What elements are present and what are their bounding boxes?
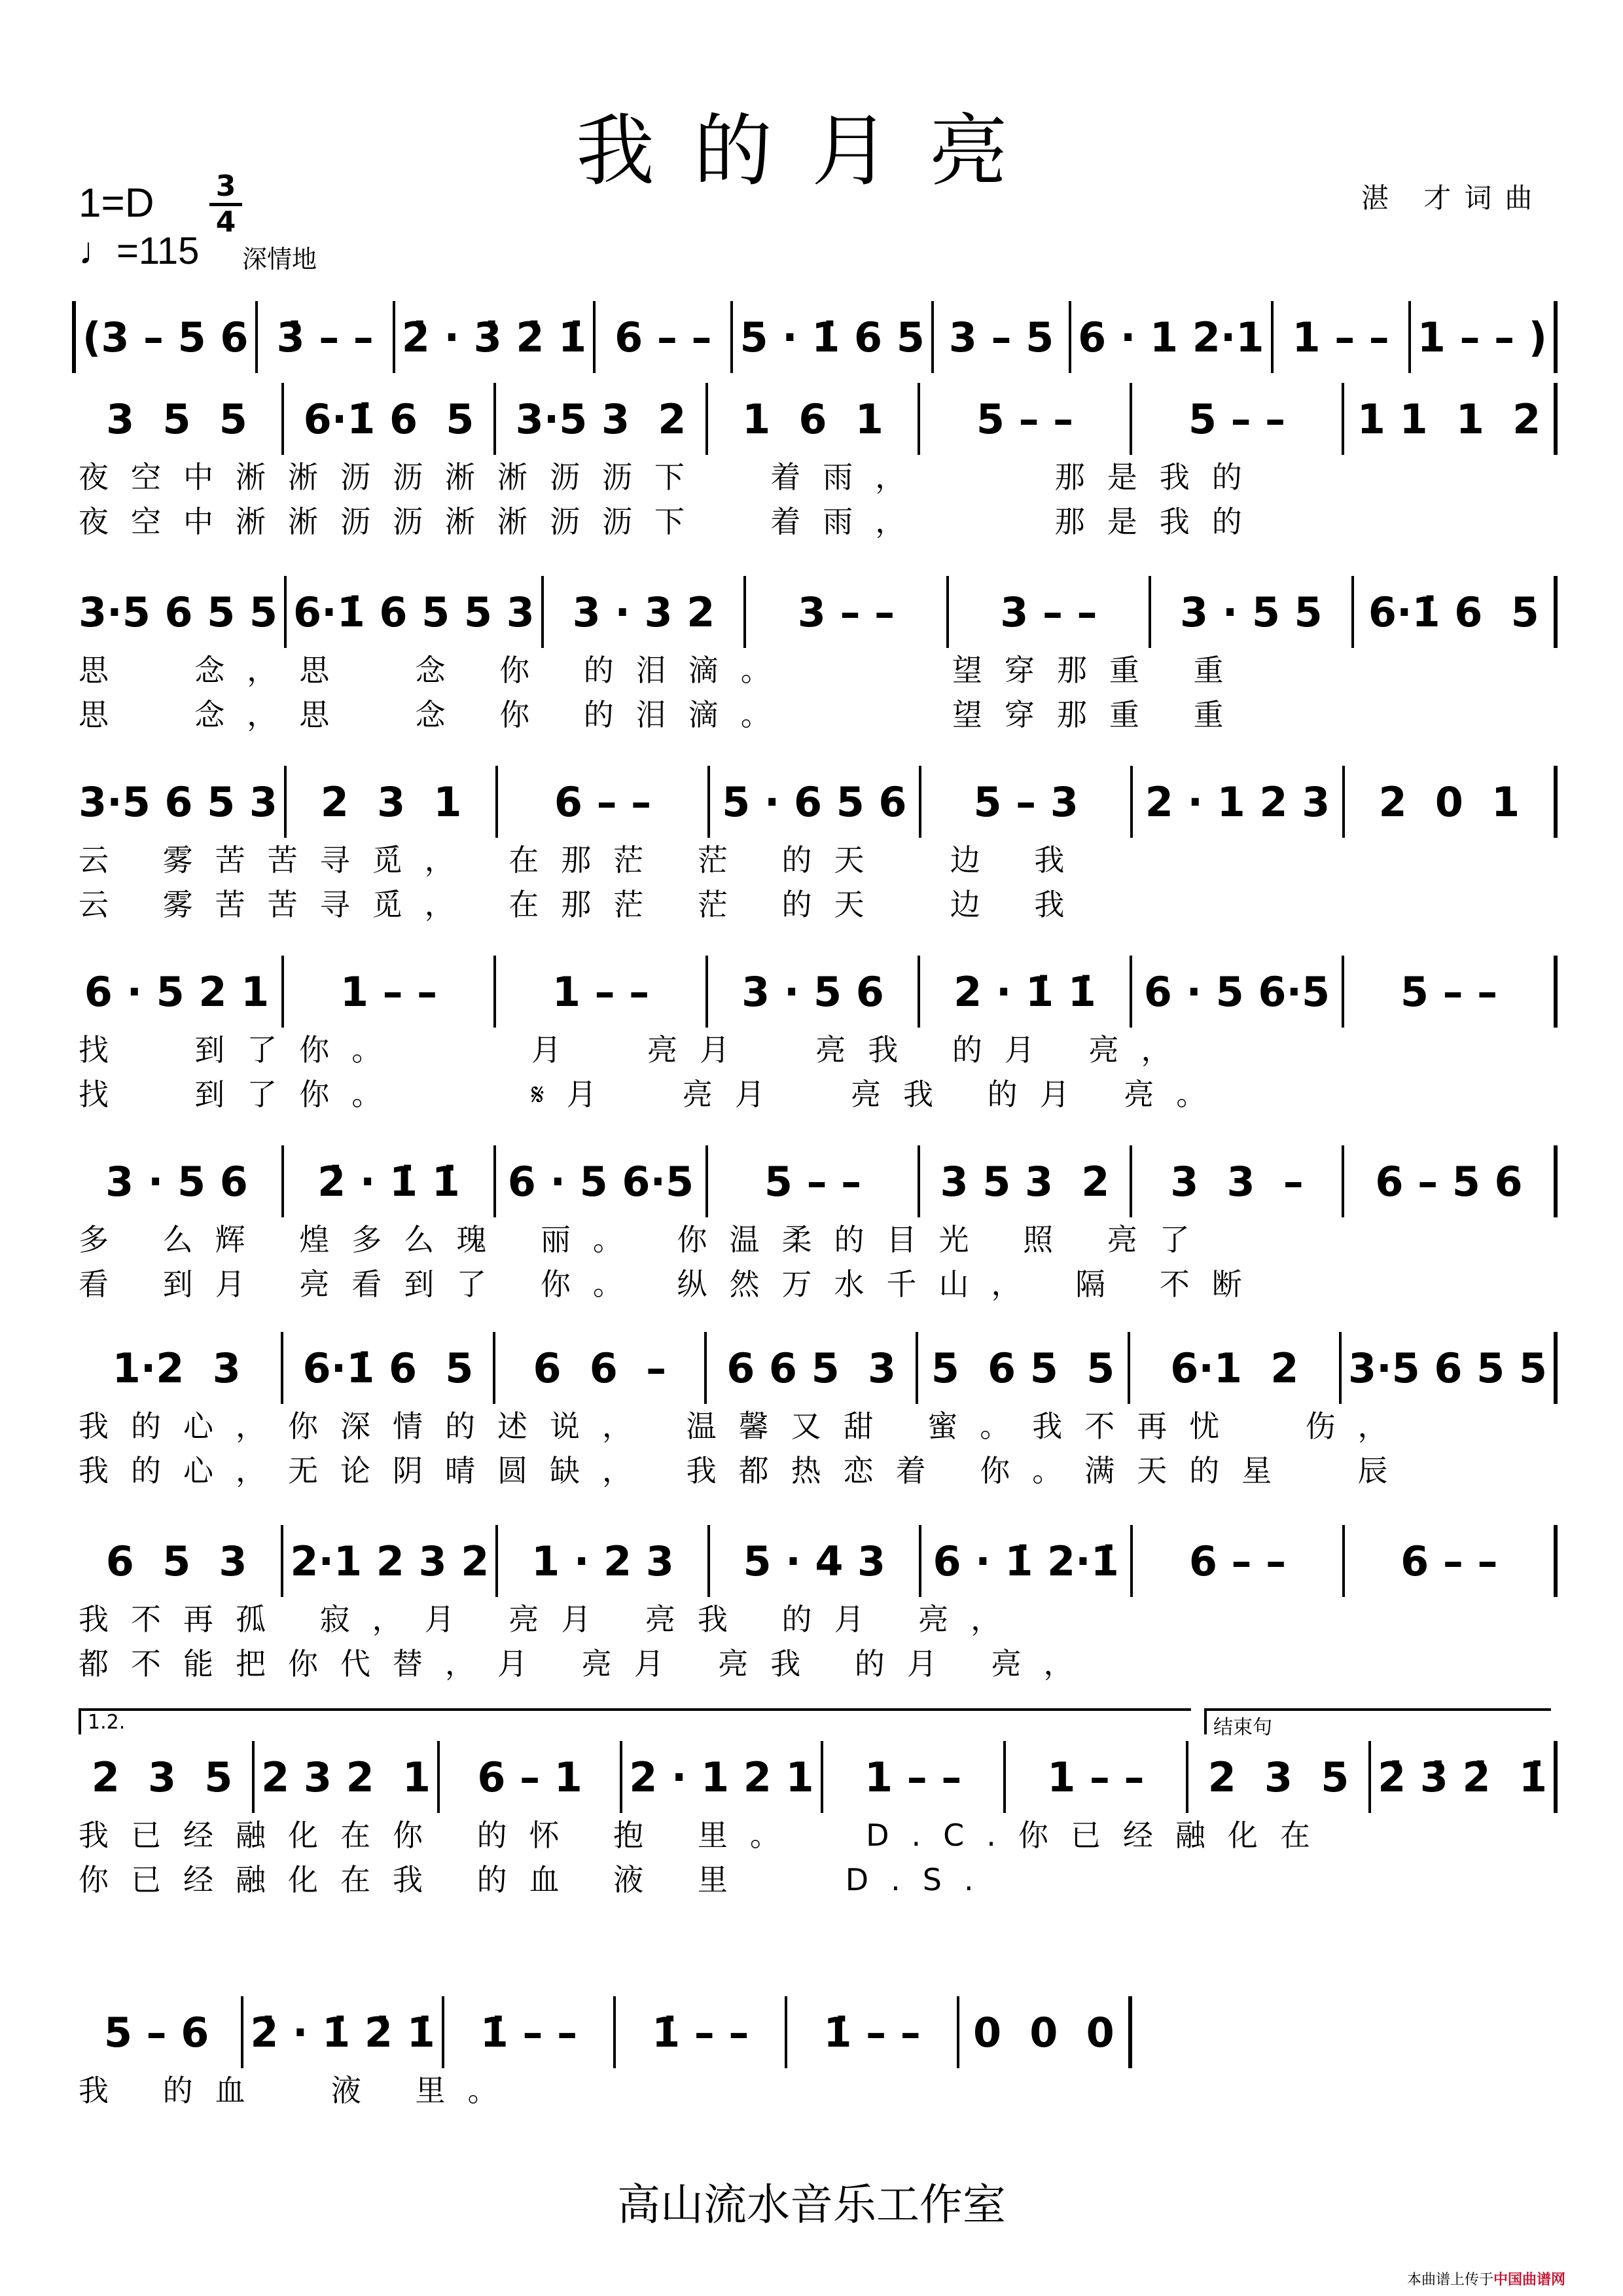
measure: 2 3 5 <box>72 1741 255 1813</box>
measure: 6 · 1̇ 2·1̇ <box>921 1525 1133 1597</box>
notes-row <box>72 576 1558 648</box>
measure: 5 – 3 <box>921 766 1133 838</box>
measure: 2 · 1̇ 1̇ <box>920 956 1132 1028</box>
measure: 2 · 1 2 1 <box>622 1741 823 1813</box>
measure: 3 5 3 2 <box>920 1145 1132 1217</box>
credit-prefix: 本曲谱上传于 <box>1407 2272 1494 2288</box>
music-system <box>72 576 1558 737</box>
measure: 5 – 6 <box>72 1996 243 2068</box>
notes-row <box>72 956 1558 1028</box>
lyric-line: 我不再孤 寂，月 亮月 亮我 的月 亮， <box>79 1602 1024 1637</box>
measure: 5 · 1̇ 6 5 <box>733 301 933 373</box>
measure: 2 3 1 <box>287 766 498 838</box>
measure: 1 · 2 3 <box>498 1525 709 1597</box>
music-system <box>72 1741 1558 1902</box>
measure: 3·5 6 5 5 <box>72 576 287 648</box>
music-system <box>72 1996 1132 2113</box>
measure: 3 · 3 2 <box>544 576 746 648</box>
time-signature-bottom: 4 <box>215 206 236 239</box>
measure: 6 6 5 3 <box>707 1332 918 1404</box>
measure: 1 – – <box>284 956 496 1028</box>
measure: 1̇ – – <box>616 1996 787 2068</box>
time-signature <box>209 171 242 238</box>
notes-row <box>72 1525 1558 1597</box>
lyric-line: 我的心，你深情的述说， 温馨又甜 蜜。我不再忧 伤， <box>79 1408 1410 1444</box>
measure: 3 · 5 5 <box>1151 576 1353 648</box>
lyric-line: 云 雾苦苦寻觅， 在那茫 茫 的天 边 我 <box>79 887 1087 922</box>
lyric-line: 夜空中淅淅沥沥淅淅沥沥下 着雨， 那是我的 <box>79 459 1264 495</box>
measure: 1 1 1 2 <box>1357 395 1541 443</box>
time-signature-top: 3 <box>215 170 236 203</box>
measure: 1 6 1 <box>708 383 920 455</box>
notes-row <box>72 1332 1558 1404</box>
music-system <box>72 1332 1558 1493</box>
volta-first-ending: 1.2. <box>79 1708 1191 1734</box>
measure: 2̇ 3̇ 2̇ 1̇ <box>1378 1753 1547 1801</box>
measure: 6 – – <box>596 301 733 373</box>
notes-row <box>72 766 1558 838</box>
measure: 6 · 5 2 1 <box>72 956 284 1028</box>
measure: 2 · 1 2 3 <box>1133 766 1344 838</box>
measure: 3̇ – – <box>258 301 395 373</box>
measure: 6·1̇ 6 5 <box>1368 588 1539 636</box>
measure: 5 6 5 5 <box>918 1332 1130 1404</box>
measure: 2 0 1 <box>1378 778 1520 826</box>
lyric-line: 云 雾苦苦寻觅， 在那茫 茫 的天 边 我 <box>79 842 1087 878</box>
measure: 2 3 2 1 <box>255 1741 440 1813</box>
volta-coda: 结束句 <box>1204 1708 1551 1734</box>
measure: 6 – 5 6 <box>1375 1157 1523 1206</box>
measure: 3 · 5 6 <box>72 1145 284 1217</box>
measure: 2̇ · 1̇ 2̇ 1̇ <box>243 1996 444 2068</box>
lyric-line: 思 念，思 念 你 的泪滴。 望穿那重 重 <box>79 653 1246 688</box>
measure: 6·1 2 <box>1130 1332 1342 1404</box>
measure: (3 – 5 6 <box>76 301 258 373</box>
measure: 6 – – <box>1133 1525 1344 1597</box>
music-system <box>72 383 1558 544</box>
measure: 1 – – <box>823 1741 1006 1813</box>
measure: 2·1 2 3 2 <box>283 1525 498 1597</box>
music-system <box>72 301 1558 373</box>
measure: 3·5 6 5 3 <box>72 766 287 838</box>
composer-credit: 湛 才词曲 <box>1361 182 1546 214</box>
measure: 6 6 – <box>495 1332 707 1404</box>
measure: 1·2 3 <box>72 1332 283 1404</box>
measure: 3 – – <box>746 576 948 648</box>
measure: 5 – – <box>708 1145 920 1217</box>
music-system <box>72 1525 1558 1686</box>
measure: 3·5 3 2 <box>496 383 708 455</box>
lyric-line: 都不能把你代替，月 亮月 亮我 的月 亮， <box>79 1646 1096 1681</box>
measure: 5 – – <box>1400 967 1498 1016</box>
lyric-line: 多 么辉 煌多么瑰 丽。 你温柔的目光 照 亮了 <box>79 1222 1212 1257</box>
measure: 1̇ – – <box>787 1996 959 2068</box>
lyric-line: 我 的血 液 里。 <box>79 2073 520 2108</box>
music-system <box>72 1145 1558 1306</box>
measure: 2̇ · 3̇ 2̇ 1̇ <box>395 301 596 373</box>
measure: 5 – – <box>1132 383 1344 455</box>
tempo-marking: ♩=115 <box>79 230 200 272</box>
measure: 3 – – <box>949 576 1151 648</box>
measure: 0 0 0 <box>972 2008 1115 2056</box>
lyric-line: 你已经融化在我 的血 液 里 D.S. <box>79 1862 996 1897</box>
upload-credit <box>1407 2269 1565 2289</box>
measure: 6 – – <box>498 766 709 838</box>
measure: 1 – – ) <box>1417 313 1548 361</box>
page-title: 我的月亮 <box>576 106 1047 197</box>
studio-footer: 高山流水音乐工作室 <box>617 2179 1006 2230</box>
measure: 6 · 5 6·5 <box>496 1145 708 1217</box>
measure: 6 – 1 <box>440 1741 622 1813</box>
measure: 6 · 1 2·1 <box>1071 301 1273 373</box>
measure: 3 · 5 6 <box>708 956 920 1028</box>
measure: 3 – 5 <box>934 301 1071 373</box>
measure: 3 5 5 <box>72 383 284 455</box>
measure: 6·1̇ 6 5 5 3 <box>287 576 544 648</box>
measure: 6·1̇ 6 5 <box>283 1332 495 1404</box>
notes-row <box>72 1996 1132 2068</box>
notes-row <box>72 301 1558 373</box>
notes-row <box>72 1741 1558 1813</box>
lyric-line: 夜空中淅淅沥沥淅淅沥沥下 着雨， 那是我的 <box>79 504 1264 539</box>
measure: 6 · 5 6·5 <box>1132 956 1344 1028</box>
notes-row <box>72 383 1558 455</box>
credit-brand: 中国曲谱网 <box>1493 2272 1566 2288</box>
lyric-line: 思 念，思 念 你 的泪滴。 望穿那重 重 <box>79 697 1246 732</box>
measure: 6 – – <box>1400 1537 1498 1585</box>
measure: 1̇ – – <box>444 1996 616 2068</box>
measure: 5 – – <box>920 383 1132 455</box>
measure: 3·5 6 5 5 <box>1347 1344 1547 1392</box>
measure: 5 · 6 5 6 <box>710 766 921 838</box>
measure: 5 · 4 3 <box>710 1525 921 1597</box>
measure: 3 3 – <box>1132 1145 1344 1217</box>
lyric-line: 我的心，无论阴晴圆缺， 我都热恋着 你。满天的星 辰 <box>79 1453 1410 1488</box>
measure: 2̇ · 1̇ 1̇ <box>284 1145 496 1217</box>
lyric-line: 我已经融化在你 的怀 抱 里。 D.C.你已经融化在 <box>79 1818 1332 1853</box>
lyric-line: 找 到了你。 月 亮月 亮我 的月 亮， <box>79 1032 1194 1067</box>
lyric-line: 找 到了你。 𝄋月 亮月 亮我 的月 亮。 <box>79 1077 1229 1112</box>
key-signature: 1=D <box>79 181 154 226</box>
expression-marking: 深情地 <box>242 245 317 274</box>
notes-row <box>72 1145 1558 1217</box>
measure: 6 5 3 <box>72 1525 283 1597</box>
measure: 1 – – <box>496 956 708 1028</box>
measure: 1 – – <box>1006 1741 1188 1813</box>
measure: 1 – – <box>1274 301 1411 373</box>
measure: 2 3 5 <box>1188 1741 1371 1813</box>
music-system <box>72 956 1558 1117</box>
lyric-line: 看 到月 亮看到了 你。 纵然万水千山， 隔 不断 <box>79 1266 1264 1302</box>
measure: 6·1̇ 6 5 <box>284 383 496 455</box>
music-system <box>72 766 1558 927</box>
